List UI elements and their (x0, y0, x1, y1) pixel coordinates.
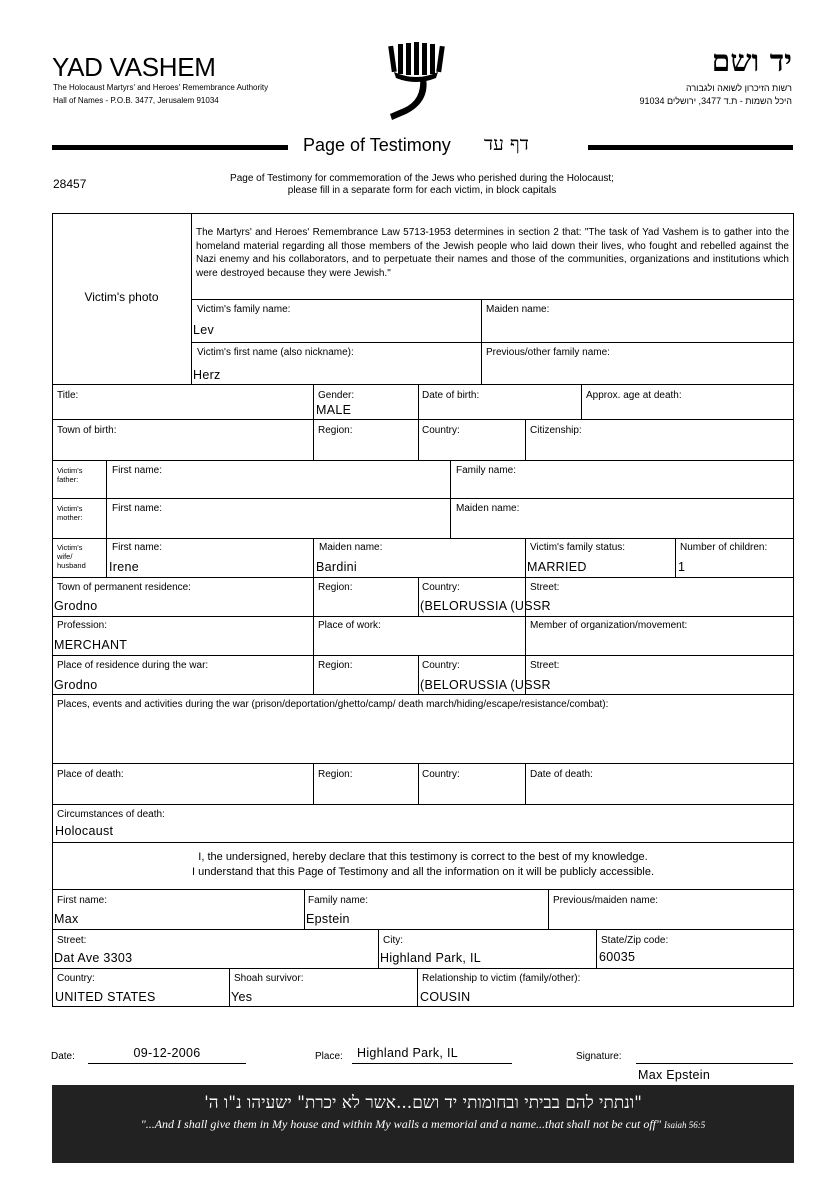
mother-maiden-name-label: Maiden name: (456, 503, 520, 514)
death-country-label: Country: (422, 769, 460, 780)
submitter-zip-label: State/Zip code: (601, 935, 669, 946)
title-label: Title: (57, 390, 79, 401)
citizenship-label: Citizenship: (530, 425, 582, 436)
signature-label: Signature: (576, 1051, 622, 1062)
submitter-family-name-label: Family name: (308, 895, 369, 906)
perm-region-label: Region: (318, 582, 353, 593)
first-name-label: Victim's first name (also nickname): (197, 347, 354, 358)
form-title-hebrew: דף עד (484, 133, 529, 155)
relationship[interactable]: COUSIN (420, 990, 471, 1004)
victim-first-name[interactable]: Herz (193, 368, 221, 382)
org-subtitle-hebrew: רשות הזיכרון לשואה ולגבורה (685, 83, 792, 93)
children-label: Number of children: (680, 542, 768, 553)
war-country[interactable]: (BELORUSSIA (USSR (420, 678, 551, 692)
perm-town[interactable]: Grodno (54, 599, 98, 613)
perm-residence-label: Town of permanent residence: (57, 582, 191, 593)
relationship-label: Relationship to victim (family/other): (422, 973, 581, 984)
profession-label: Profession: (57, 620, 108, 631)
footer-citation: Isaiah 56:5 (664, 1120, 706, 1130)
submitter-first-name[interactable]: Max (54, 912, 79, 926)
submitter-city-label: City: (383, 935, 403, 946)
victim-gender[interactable]: MALE (316, 403, 352, 417)
father-label: Victim's father: (57, 466, 83, 484)
place-label: Place: (315, 1051, 343, 1062)
submitter-country[interactable]: UNITED STATES (55, 990, 156, 1004)
member-org-label: Member of organization/movement: (530, 620, 688, 631)
date-label: Date: (51, 1051, 75, 1062)
war-region-label: Region: (318, 660, 353, 671)
war-street-label: Street: (530, 660, 560, 671)
submitter-street[interactable]: Dat Ave 3303 (54, 951, 133, 965)
father-first-name-label: First name: (112, 465, 163, 476)
shoah-survivor-label: Shoah survivor: (234, 973, 304, 984)
perm-country-label: Country: (422, 582, 460, 593)
age-label: Approx. age at death: (586, 390, 682, 401)
mother-label: Victim's mother: (57, 504, 83, 522)
date-death-label: Date of death: (530, 769, 593, 780)
place-death-label: Place of death: (57, 769, 124, 780)
yad-vashem-logo (386, 42, 448, 126)
maiden-name-label: Maiden name: (486, 304, 550, 315)
declaration-line1: I, the undersigned, hereby declare that this testimony is correct to the best of my knowledge. (198, 851, 648, 863)
org-name-hebrew: יד ושם (711, 44, 792, 79)
birth-region-label: Region: (318, 425, 353, 436)
perm-street-label: Street: (530, 582, 560, 593)
org-name: YAD VASHEM (52, 52, 216, 82)
war-country-label: Country: (422, 660, 460, 671)
victim-family-name[interactable]: Lev (193, 323, 215, 337)
submission-date[interactable]: 09-12-2006 (133, 1046, 201, 1060)
profession[interactable]: MERCHANT (54, 638, 128, 652)
dob-label: Date of birth: (422, 390, 480, 401)
title-bar-right (588, 145, 793, 150)
footer-english-quote (52, 1116, 794, 1133)
submitter-prev-name-label: Previous/maiden name: (553, 895, 659, 906)
instructions-line1: Page of Testimony for commemoration of the Jews who perished during the Holocaust; (230, 173, 614, 184)
submitter-family-name[interactable]: Epstein (306, 912, 350, 926)
submitter-country-label: Country: (57, 973, 95, 984)
prev-family-name-label: Previous/other family name: (486, 347, 610, 358)
form-title: Page of Testimony (303, 135, 451, 155)
father-family-name-label: Family name: (456, 465, 517, 476)
birth-country-label: Country: (422, 425, 460, 436)
war-events-label: Places, events and activities during the war (prison/deportation/ghetto/camp/ death march/hiding/escape/resistance/combat): (57, 699, 609, 710)
law-text: The Martyrs' and Heroes' Remembrance Law 5713-1953 determines in section 2 that: "The task of Yad Vashem is to gather into the homeland material regarding all those members of the Jewish people who laid down their lives, who fought and rebelled against the Nazi enemy and his collaborators, and to perpetuate their names and those of the communities, organizations and institutions which were destroyed because they were Jewish." (196, 227, 789, 279)
org-address-hebrew: היכל השמות - ת.ד 3477, ירושלים 91034 (639, 96, 792, 106)
death-region-label: Region: (318, 769, 353, 780)
war-residence-label: Place of residence during the war: (57, 660, 209, 671)
form-number: 28457 (53, 177, 87, 191)
perm-country[interactable]: (BELORUSSIA (USSR (420, 599, 551, 613)
children-count[interactable]: 1 (678, 560, 686, 574)
wife-label: Victim's wife/ husband (57, 543, 86, 570)
wife-first-name[interactable]: Irene (109, 560, 139, 574)
declaration-line2: I understand that this Page of Testimony and all the information on it will be publicly accessible. (191, 866, 655, 878)
work-place-label: Place of work: (318, 620, 381, 631)
circumstances-label: Circumstances of death: (57, 809, 165, 820)
footer-english-text: "...And I shall give them in My house and within My walls a memorial and a name...that shall not be cut off" (140, 1117, 662, 1131)
town-birth-label: Town of birth: (57, 425, 117, 436)
wife-maiden-name[interactable]: Bardini (316, 560, 358, 574)
wife-first-name-label: First name: (112, 542, 163, 553)
circumstances[interactable]: Holocaust (55, 824, 114, 838)
submitter-street-label: Street: (57, 935, 87, 946)
family-status-label: Victim's family status: (530, 542, 626, 553)
submission-place[interactable]: Highland Park, IL (357, 1046, 458, 1060)
family-name-label: Victim's family name: (197, 304, 291, 315)
org-address: Hall of Names - P.O.B. 3477, Jerusalem 91034 (53, 96, 219, 105)
war-town[interactable]: Grodno (54, 678, 98, 692)
org-subtitle: The Holocaust Martyrs' and Heroes' Remembrance Authority (53, 83, 269, 92)
submitter-first-name-label: First name: (57, 895, 108, 906)
footer-hebrew-quote: "ונתתי להם בביתי ובחומותי יד ושם...אשר לא יכרת" ישעיהו נ"ו ה' (204, 1093, 642, 1113)
submitter-city[interactable]: Highland Park, IL (380, 951, 481, 965)
signature-name: Max Epstein (638, 1068, 711, 1082)
shoah-survivor[interactable]: Yes (231, 990, 253, 1004)
wife-maiden-name-label: Maiden name: (319, 542, 383, 553)
instructions-line2: please fill in a separate form for each victim, in block capitals (287, 185, 557, 196)
photo-label: Victim's photo (84, 290, 159, 304)
gender-label: Gender: (318, 390, 355, 401)
title-bar-left (52, 145, 288, 150)
submitter-zip[interactable]: 60035 (599, 950, 636, 964)
mother-first-name-label: First name: (112, 503, 163, 514)
family-status[interactable]: MARRIED (527, 560, 587, 574)
